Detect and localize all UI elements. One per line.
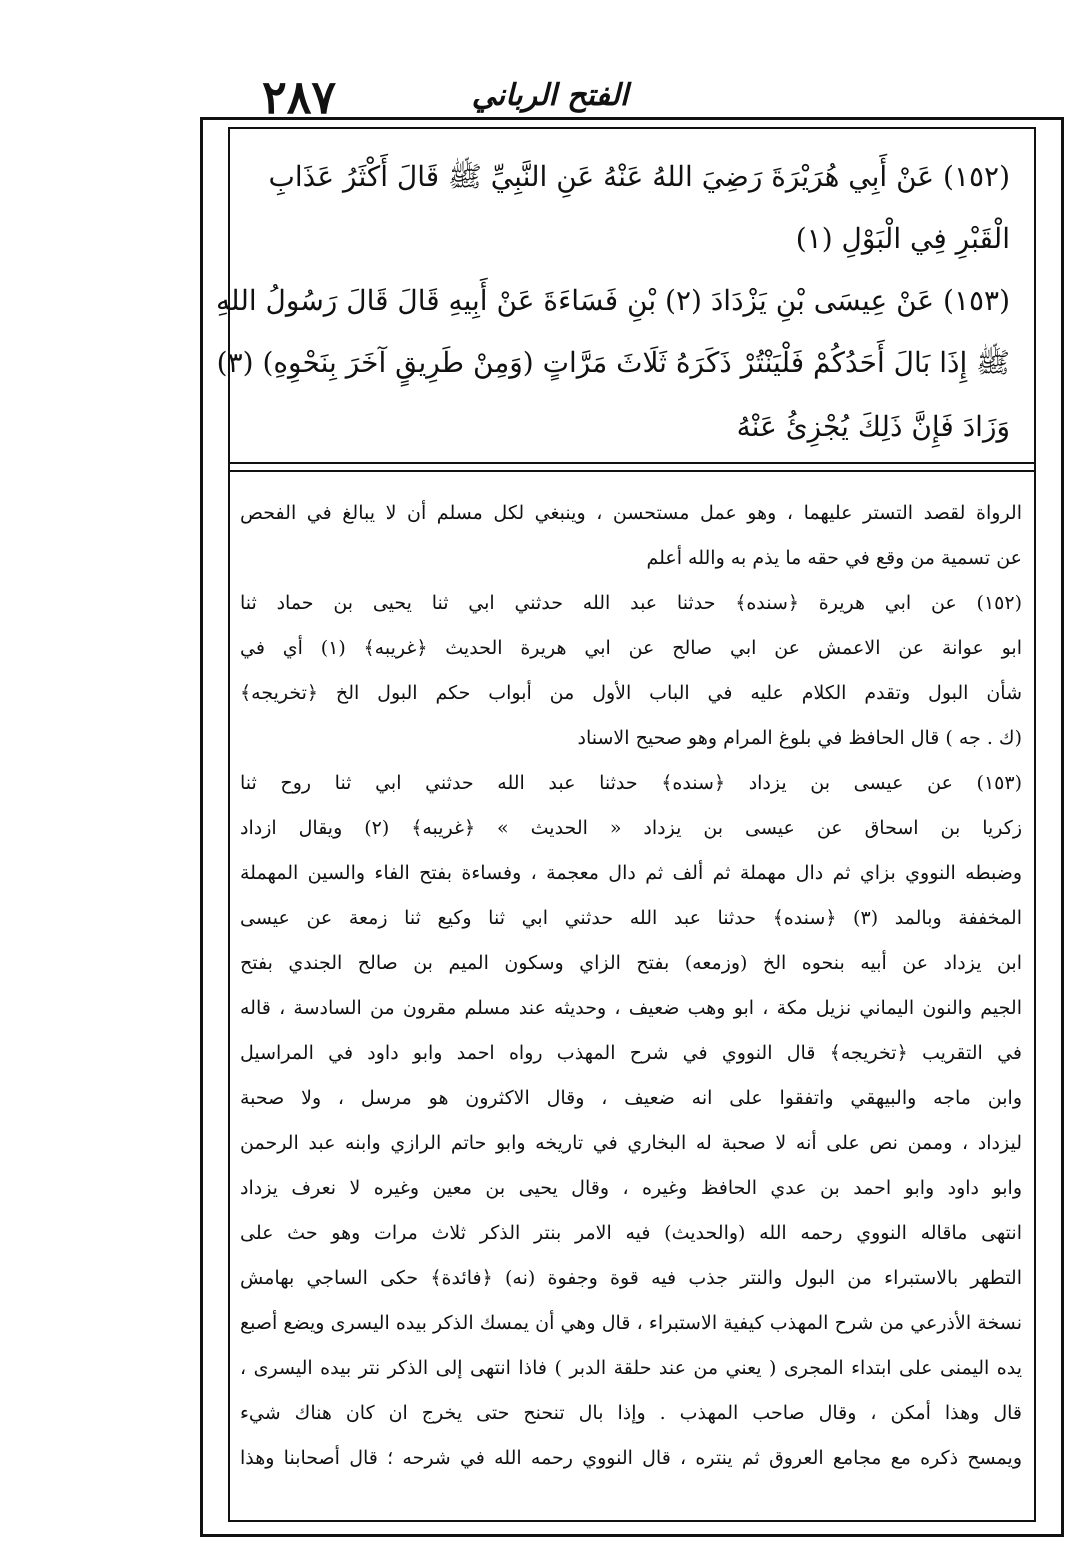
commentary-line: وابو داود وابو احمد بن عدي الحافظ وغيره ، وقال يحيى بن معين وغيره لا نعرف يزداد <box>240 1177 1022 1199</box>
commentary-line: المخففة وبالمد (٣) ﴿سنده﴾ حدثنا عبد الله حدثني ابي ثنا وكيع ثنا زمعة عن عيسى <box>240 907 1023 929</box>
hadith-line: (١٥٢) عَنْ أَبِي هُرَيْرَةَ رَضِيَ اللهُ عَنْهُ عَنِ النَّبِيِّ ﷺ قَالَ أَكْثَرُ عَذَابِ <box>268 160 1010 193</box>
commentary-line: ابن يزداد عن أبيه بنحوه الخ (وزمعه) بفتح الزاي وسكون الميم بن صالح الجندي بفتح <box>240 952 1022 974</box>
commentary-line: (١٥٣) عن عيسى بن يزداد ﴿سنده﴾ حدثنا عبد الله حدثني ابي ثنا روح ثنا <box>240 772 1022 794</box>
hadith-line: (١٥٣) عَنْ عِيسَى بْنِ يَزْدَادَ (٢) بْنِ فَسَاءَةَ عَنْ أَبِيهِ قَالَ قَالَ رَسُولُ اللهِ <box>216 284 1010 317</box>
page-number: ٢٨٧ <box>262 70 337 124</box>
commentary-line: (١٥٢) عن ابي هريرة ﴿سنده﴾ حدثنا عبد الله حدثني ابي ثنا يحيى بن حماد ثنا <box>240 592 1022 614</box>
commentary-line: ابو عوانة عن الاعمش عن ابي صالح عن ابي هريرة الحديث ﴿غريبه﴾ (١) أي في <box>240 637 1022 659</box>
commentary-line: انتهى ماقاله النووي رحمه الله (والحديث) فيه الامر بنتر الذكر ثلاث مرات وهو حث على <box>240 1222 1022 1244</box>
section-divider <box>228 470 1036 472</box>
running-title: الفتح الرباني <box>471 78 629 113</box>
commentary-line: في التقريب ﴿تخريجه﴾ قال النووي في شرح المهذب رواه احمد وابو داود في المراسيل <box>240 1042 1022 1064</box>
commentary-line: ليزداد ، وممن نص على أنه لا صحبة له البخاري في تاريخه وابو حاتم الرازي وابنه عبد الرحمن <box>240 1132 1022 1154</box>
commentary-line: الجيم والنون اليماني نزيل مكة ، ابو وهب ضعيف ، وحديثه عند مسلم مقرون من السادسة ، قاله <box>240 997 1022 1019</box>
commentary-line: التطهر بالاستبراء من البول والنتر جذب فيه قوة وجفوة (نه) ﴿فائدة﴾ حكى الساجي بهامش <box>240 1267 1022 1289</box>
hadith-line: وَزَادَ فَإِنَّ ذَلِكَ يُجْزِئُ عَنْهُ <box>736 410 1010 443</box>
hadith-line: ﷺ إِذَا بَالَ أَحَدُكُمْ فَلْيَنْتُرْ ذَكَرَهُ ثَلَاثَ مَرَّاتٍ (وَمِنْ طَرِيقٍ آخَرَ بِنَحْوِهِ) (٣) <box>216 346 1010 379</box>
hadith-line: الْقَبْرِ فِي الْبَوْلِ (١) <box>795 222 1010 255</box>
commentary-line: (ك . جه ) قال الحافظ في بلوغ المرام وهو صحيح الاسناد <box>577 727 1022 749</box>
commentary-line: قال وهذا أمكن ، وقال صاحب المهذب . وإذا بال تنحنح حتى يخرج ان كان هناك شيء <box>240 1402 1022 1424</box>
section-divider <box>228 462 1036 464</box>
commentary-line: زكريا بن اسحاق عن عيسى بن يزداد « الحديث » ﴿غريبه﴾ (٢) ويقال ازداد <box>240 817 1022 839</box>
commentary-line: وابن ماجه والبيهقي واتفقوا على انه ضعيف ، وقال الاكثرون هو مرسل ، ولا صحبة <box>240 1087 1022 1109</box>
commentary-line: يده اليمنى على ابتداء المجرى ( يعني من عند حلقة الدبر ) فاذا انتهى إلى الذكر نتر بيده اليسرى ، <box>240 1357 1022 1379</box>
commentary-line: ويمسح ذكره مع مجامع العروق ثم ينتره ، قال النووي رحمه الله في شرحه ؛ قال أصحابنا وهذا <box>240 1447 1022 1469</box>
commentary-line: نسخة الأذرعي من شرح المهذب كيفية الاستبراء ، قال وهي أن يمسك الذكر بيده اليسرى ويضع أصبع <box>240 1312 1022 1334</box>
commentary-line: شأن البول وتقدم الكلام عليه في الباب الأول من أبواب حكم البول الخ ﴿تخريجه﴾ <box>240 682 1022 704</box>
commentary-line: الرواة لقصد التستر عليهما ، وهو عمل مستحسن ، وينبغي لكل مسلم أن لا يبالغ في الفحص <box>240 502 1022 524</box>
commentary-line: وضبطه النووي بزاي ثم دال مهملة ثم ألف ثم دال معجمة ، وفساءة بفتح الفاء والسين المهملة <box>240 862 1022 884</box>
commentary-line: عن تسمية من وقع في حقه ما يذم به والله أعلم <box>646 547 1022 569</box>
